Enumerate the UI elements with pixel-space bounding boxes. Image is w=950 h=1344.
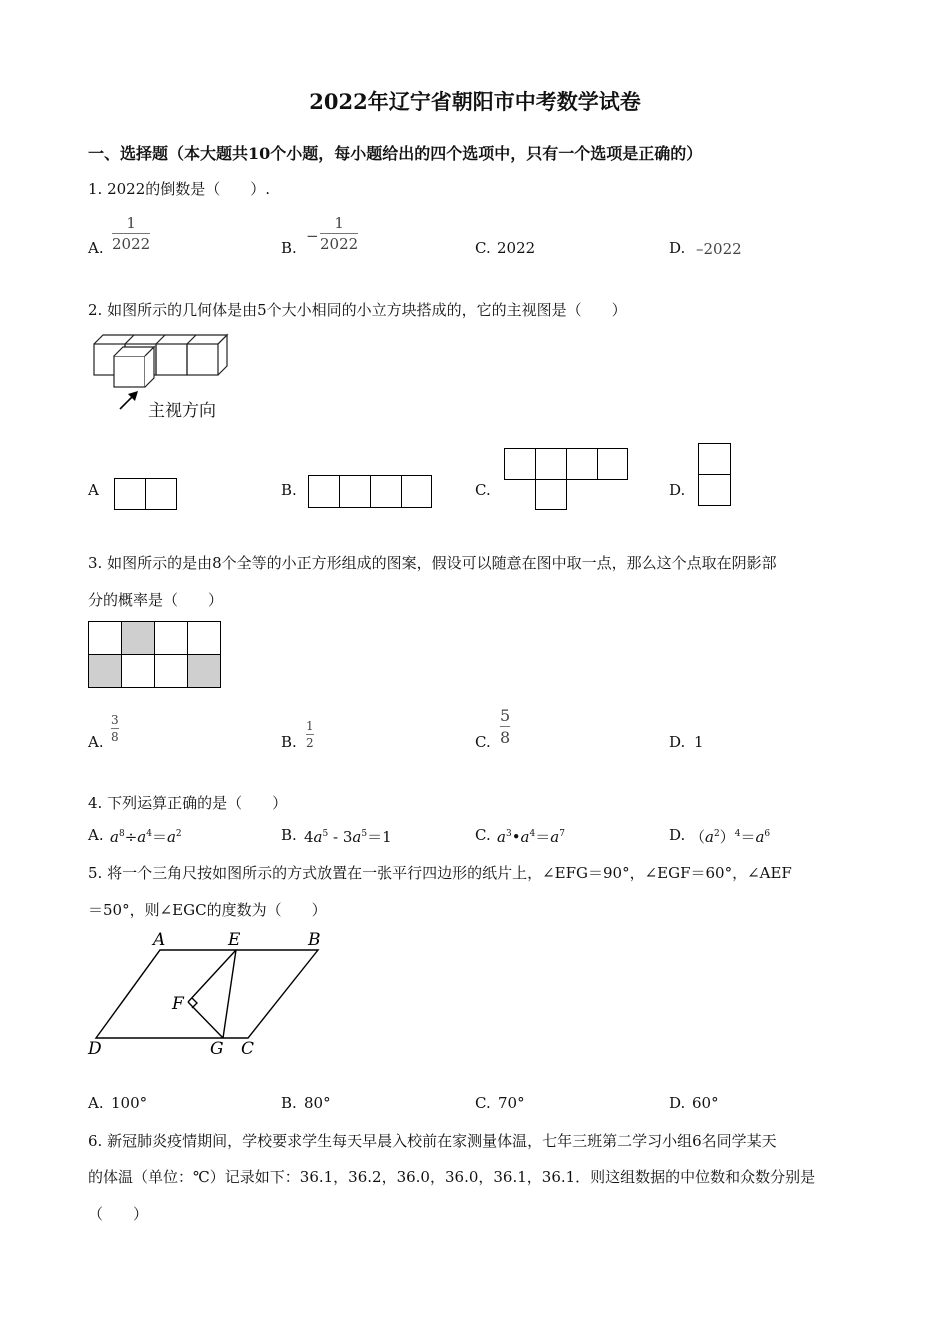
q5-label-c: C [241,1039,255,1059]
q5-label-b: B [308,930,321,950]
q1-option-b-fraction [320,214,358,253]
q5-option-a-label: A. [88,1094,104,1112]
q3-b-denominator: 2 [306,736,314,750]
q4-stem: 4. 下列运算正确的是（ ） [88,794,288,812]
q5-parallelogram-figure [84,926,344,1061]
q3-option-d-label: D. [669,733,686,751]
q4-option-b-label: B. [281,826,297,844]
q6-stem-line1: 6. 新冠肺炎疫情期间，学校要求学生每天早晨入校前在家测量体温，七年三班第二学习小组6名同学某天 [88,1132,777,1150]
q3-c-numerator: 5 [500,706,511,725]
q3-option-a-label: A. [88,733,104,751]
q5-label-f: F [172,994,184,1014]
q3-a-denominator: 8 [111,730,119,744]
q5-option-a-value: 100° [111,1094,148,1112]
q5-option-b-value: 80° [304,1094,331,1112]
q3-option-b-label: B. [281,733,297,751]
q1-option-c-label: C. [475,239,491,257]
q5-option-c-label: C. [475,1094,491,1112]
q1-option-d-label: D. [669,239,686,257]
q1-a-denominator: 2022 [112,235,151,253]
q3-a-numerator: 3 [111,713,119,727]
q5-option-c-value: 70° [498,1094,525,1112]
q5-label-d: D [88,1039,102,1059]
q4-option-b-expr: $4a^5 - 3a^5=1$ [304,828,392,846]
q5-label-a: A [153,930,166,950]
q1-stem: 1. 2022的倒数是（ ）. [88,180,271,198]
q4-option-a-expr: $a^8\div a^4=a^2$ [110,828,182,846]
q5-option-d-label: D. [669,1094,686,1112]
q6-stem-line3: （ ） [88,1205,149,1223]
q2-option-a-label: A [88,481,99,499]
q1-b-numerator: 1 [334,214,344,232]
q5-stem-line1: 5. 将一个三角尺按如图所示的方式放置在一张平行四边形的纸片上，∠EFG＝90°，∠EGF＝60°，∠AEF [88,864,792,882]
q1-option-b-label: B. [281,239,297,257]
q4-option-d-label: D. [669,826,686,844]
q1-option-d-value: –2022 [696,240,742,258]
q3-option-b-fraction [306,719,314,750]
q4-option-c-expr: $a^3•a^4=a^7$ [497,828,565,846]
q3-option-c-label: C. [475,733,491,751]
q2-stem: 2. 如图所示的几何体是由5个大小相同的小立方块搭成的，它的主视图是（ ） [88,301,627,319]
q2-direction-label: 主视方向 [148,401,216,421]
q3-stem-line1: 3. 如图所示的是由8个全等的小正方形组成的图案，假设可以随意在图中取一点，那么这个点取在阴影部 [88,554,777,572]
q3-option-c-fraction [500,706,510,747]
q2-option-b-label: B. [281,481,297,499]
q2-option-c-label: C. [475,481,491,499]
q3-c-denominator: 8 [500,728,511,747]
q1-a-numerator: 1 [126,214,136,232]
q5-stem-line2: ＝50°，则∠EGC的度数为（ ） [88,901,327,919]
q5-option-b-label: B. [281,1094,297,1112]
q5-option-d-value: 60° [692,1094,719,1112]
q3-option-a-fraction [111,713,119,744]
q4-option-c-label: C. [475,826,491,844]
q4-option-a-label: A. [88,826,104,844]
q5-label-g: G [210,1039,224,1059]
page-title: 2022年辽宁省朝阳市中考数学试卷 [309,89,641,114]
q5-label-e: E [228,930,241,950]
q2-option-d-label: D. [669,481,686,499]
q6-stem-line2: 的体温（单位：℃）记录如下：36.1，36.2，36.0，36.0，36.1，36.1．则这组数据的中位数和众数分别是 [88,1168,816,1186]
q1-option-a-label: A. [88,239,104,257]
q3-b-numerator: 1 [306,719,314,733]
q1-b-denominator: 2022 [320,235,359,253]
q4-option-d-expr: $(a^2)^4=a^6$ [690,828,771,846]
section-heading: 一、选择题（本大题共10个小题，每小题给出的四个选项中，只有一个选项是正确的） [88,144,703,163]
q1-option-a-fraction [112,214,150,253]
q3-stem-line2: 分的概率是（ ） [88,591,224,609]
q3-option-d-value: 1 [694,733,704,751]
q1-b-sign: − [306,227,319,245]
q1-option-c-value: 2022 [497,239,536,257]
